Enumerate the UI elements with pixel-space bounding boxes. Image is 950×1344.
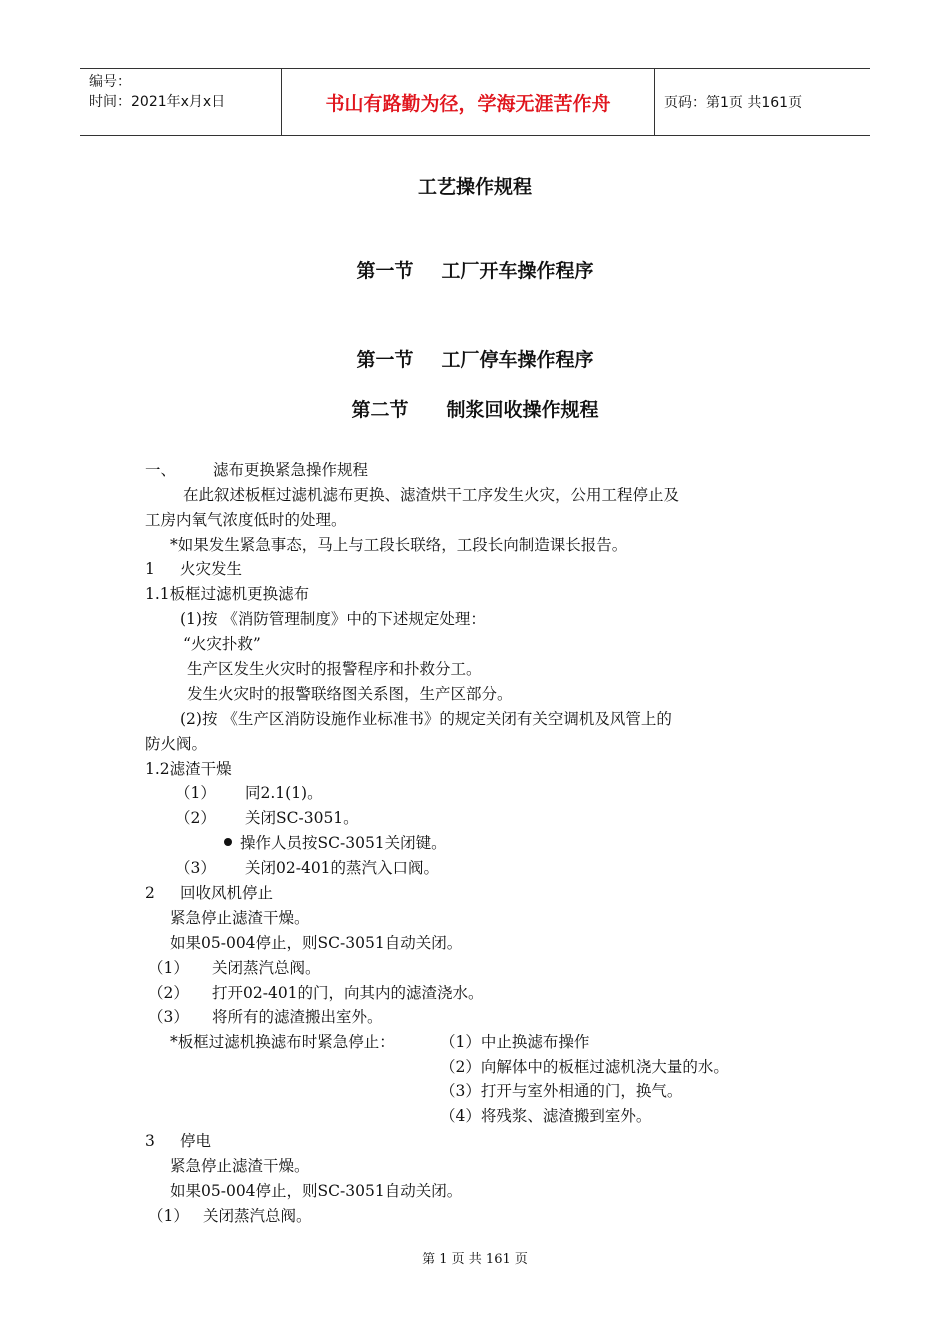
section-title: 工厂开车操作程序 <box>441 260 594 282</box>
item-heading: 1.2滤渣干燥 <box>145 760 232 778</box>
list-item: （1）中止换滤布操作 <box>440 1033 590 1051</box>
list-item: 关闭蒸汽总阀。 <box>212 959 321 977</box>
section-heading-3 <box>0 395 950 422</box>
paragraph-line: 防火阀。 <box>145 735 208 753</box>
section-number: 第二节 <box>351 399 409 421</box>
paragraph-line: 生产区发生火灾时的报警程序和扑救分工。 <box>187 660 482 678</box>
section-heading-2 <box>0 345 950 372</box>
list-number: 1 <box>145 560 155 578</box>
item-heading: 火灾发生 <box>180 560 243 578</box>
list-number: （2） <box>148 984 189 1002</box>
header-number-label: 编号： <box>89 74 131 90</box>
list-number: （3） <box>148 1008 189 1026</box>
paragraph-line: 发生火灾时的报警联络图关系图，生产区部分。 <box>187 685 513 703</box>
item-heading: 回收风机停止 <box>180 884 274 902</box>
list-number: （3） <box>175 859 216 877</box>
bullet-item <box>224 832 447 854</box>
page-footer: 第 1 页 共 161 页 <box>422 1252 528 1267</box>
list-item: （2）向解体中的板框过滤机浇大量的水。 <box>440 1058 729 1076</box>
paragraph-line: 工房内氧气浓度低时的处理。 <box>145 511 347 529</box>
document-title: 工艺操作规程 <box>417 176 532 198</box>
section-title: 制浆回收操作规程 <box>446 399 599 421</box>
list-item: 关闭02-401的蒸汽入口阀。 <box>245 859 440 877</box>
list-item: （4）将残浆、滤渣搬到室外。 <box>440 1107 652 1125</box>
paragraph-line: “火灾扑救” <box>183 635 261 653</box>
page-header <box>80 68 870 136</box>
list-number: （1） <box>148 1207 189 1225</box>
header-meta <box>80 69 282 135</box>
section-heading-1 <box>0 256 950 283</box>
list-number: 2 <box>145 884 155 902</box>
paragraph-line: 如果05-004停止，则SC-3051自动关闭。 <box>170 1182 463 1200</box>
subsection-heading: 滤布更换紧急操作规程 <box>213 461 369 479</box>
paragraph-line: (2)按 《生产区消防设施作业标准书》的规定关闭有关空调机及风管上的 <box>180 710 672 728</box>
header-page-label: 页码：第1页 共161页 <box>664 95 803 111</box>
section-number: 第一节 <box>356 349 414 371</box>
header-time-label: 时间：2021年x月x日 <box>89 94 226 110</box>
list-item: 打开02-401的门，向其内的滤渣浇水。 <box>212 984 484 1002</box>
note-line: *如果发生紧急事态，马上与工段长联络，工段长向制造课长报告。 <box>170 536 628 554</box>
item-heading: 1.1板框过滤机更换滤布 <box>145 585 310 603</box>
list-number: 3 <box>145 1132 155 1150</box>
paragraph-line: 紧急停止滤渣干燥。 <box>170 909 310 927</box>
header-motto: 书山有路勤为径，学海无涯苦作舟 <box>282 69 655 135</box>
list-number: （1） <box>148 959 189 977</box>
list-item: 关闭SC-3051。 <box>245 809 359 827</box>
item-heading: 停电 <box>180 1132 212 1150</box>
list-item: 同2.1(1)。 <box>245 784 323 802</box>
note-line: *板框过滤机换滤布时紧急停止： <box>170 1033 395 1051</box>
bullet-icon <box>224 838 232 846</box>
paragraph-line: (1)按 《消防管理制度》中的下述规定处理： <box>180 610 486 628</box>
list-number: 一、 <box>145 461 177 479</box>
paragraph-line: 紧急停止滤渣干燥。 <box>170 1157 310 1175</box>
bullet-text: 操作人员按SC-3051关闭键。 <box>240 834 447 852</box>
list-item: 将所有的滤渣搬出室外。 <box>212 1008 383 1026</box>
list-item: 关闭蒸汽总阀。 <box>203 1207 312 1225</box>
paragraph-line: 如果05-004停止，则SC-3051自动关闭。 <box>170 934 463 952</box>
list-number: （2） <box>175 809 216 827</box>
list-number: （1） <box>175 784 216 802</box>
list-item: （3）打开与室外相通的门，换气。 <box>440 1082 683 1100</box>
paragraph-line: 在此叙述板框过滤机滤布更换、滤渣烘干工序发生火灾，公用工程停止及 <box>183 486 680 504</box>
section-number: 第一节 <box>356 260 414 282</box>
section-title: 工厂停车操作程序 <box>441 349 594 371</box>
